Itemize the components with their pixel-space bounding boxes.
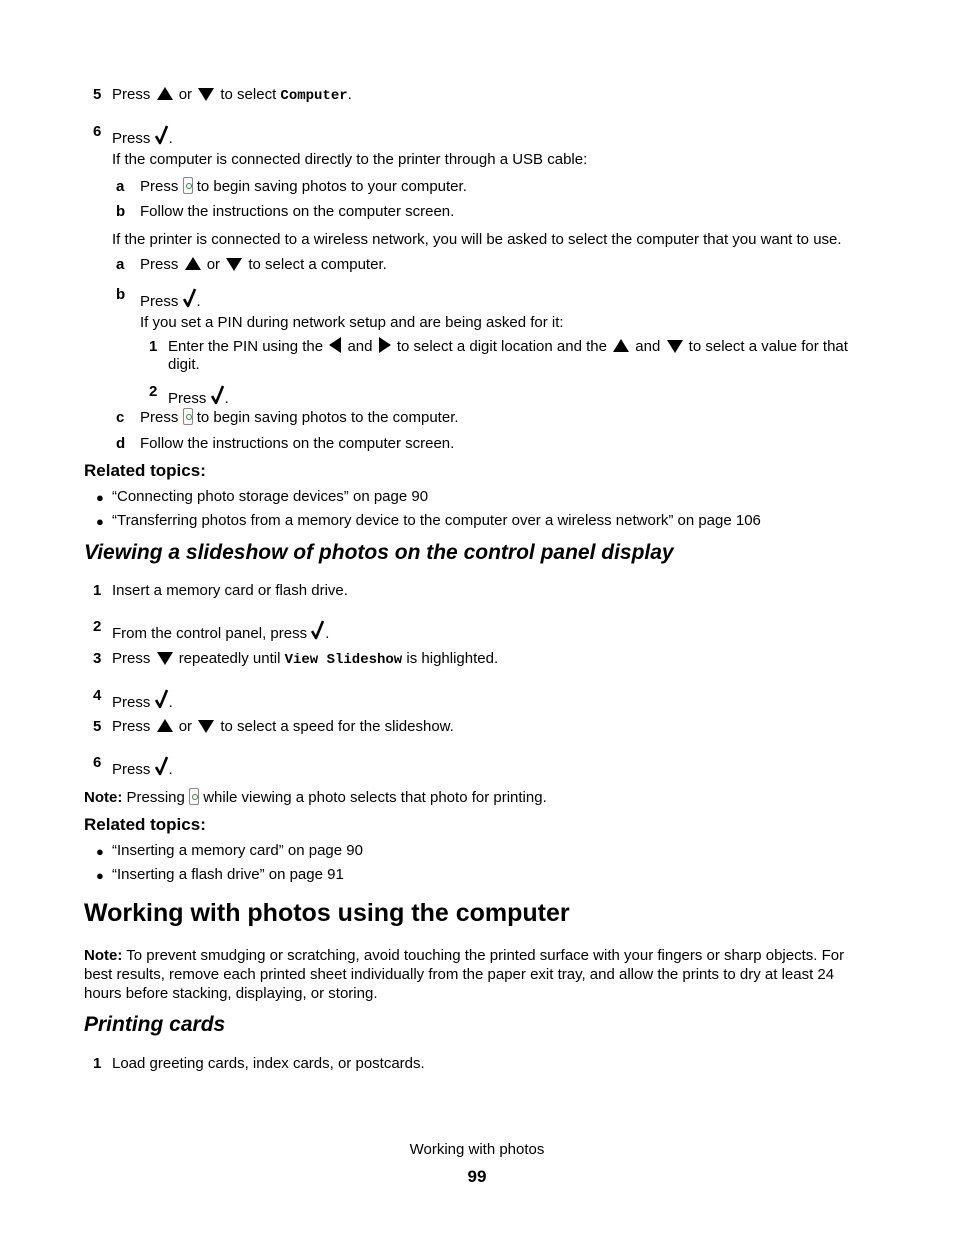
related-link[interactable]: “Inserting a memory card” on page 90 — [112, 842, 363, 859]
step-text: . — [168, 694, 173, 711]
slideshow-step-1: Insert a memory card or flash drive. — [112, 582, 348, 599]
slideshow-step-2 — [112, 618, 329, 643]
start-button-icon — [183, 177, 193, 194]
up-arrow-icon — [185, 257, 201, 270]
down-arrow-icon — [667, 340, 683, 353]
pin-2-text — [168, 383, 229, 408]
start-button-icon — [183, 408, 193, 425]
step-text: to select a computer. — [248, 256, 387, 273]
step-text: to select — [220, 86, 277, 103]
related-topics-heading: Related topics: — [84, 815, 206, 834]
pin-1-text — [168, 338, 848, 356]
step-text: . — [224, 390, 229, 407]
step-text: Press — [140, 409, 179, 426]
step-text: From the control panel, press — [112, 625, 308, 642]
wifi-b-text — [140, 286, 201, 311]
related-topics-heading: Related topics: — [84, 461, 206, 480]
step-text: to begin saving photos to your computer. — [196, 178, 467, 195]
pin-1-text-cont: digit. — [168, 356, 200, 373]
step-text: . — [196, 293, 201, 310]
step-text: Press — [168, 390, 207, 407]
substep-letter: a — [116, 256, 125, 273]
menu-option-code: Computer — [280, 88, 348, 104]
step-text: Press — [112, 130, 151, 147]
step-number: 4 — [93, 687, 102, 704]
slideshow-step-4 — [112, 687, 173, 712]
working-note-line2: best results, remove each printed sheet individually from the paper exit tray, and allow the prints to dry at least 24 — [84, 966, 835, 983]
wifi-d-text: Follow the instructions on the computer screen. — [140, 435, 455, 452]
bullet: ● — [96, 490, 104, 505]
usb-intro: If the computer is connected directly to the printer through a USB cable: — [112, 151, 588, 168]
substep-letter: a — [116, 178, 125, 195]
step-text: or — [206, 256, 221, 273]
related-link[interactable]: “Transferring photos from a memory device to the computer over a wireless network” on page 106 — [112, 512, 761, 529]
section-heading-printing-cards: Printing cards — [84, 1013, 226, 1036]
section-heading-working: Working with photos using the computer — [84, 899, 570, 927]
step-text: Press — [140, 256, 179, 273]
checkmark-icon — [311, 620, 325, 640]
down-arrow-icon — [226, 258, 242, 271]
step-number: 1 — [93, 1055, 102, 1072]
step-number: 6 — [93, 123, 102, 140]
step-text: or — [178, 718, 193, 735]
step-number: 1 — [93, 582, 102, 599]
step-number: 5 — [93, 86, 102, 103]
usb-b-text: Follow the instructions on the computer screen. — [140, 203, 455, 220]
usb-a-text — [140, 178, 467, 196]
checkmark-icon — [155, 756, 169, 776]
step-text: Press — [112, 650, 151, 667]
wifi-c-text — [140, 409, 459, 427]
pin-intro: If you set a PIN during network setup and are being asked for it: — [140, 314, 564, 331]
step-text: . — [168, 761, 173, 778]
wifi-intro: If the printer is connected to a wireless network, you will be asked to select the computer that you want to use. — [112, 231, 842, 248]
step-text: Press — [140, 293, 179, 310]
step-text: and — [347, 338, 373, 355]
step-6-text — [112, 123, 173, 148]
step-5-text — [112, 86, 352, 105]
bullet: ● — [96, 844, 104, 859]
working-note-line3: hours before stacking, displaying, or storing. — [84, 985, 378, 1002]
up-arrow-icon — [157, 87, 173, 100]
checkmark-icon — [211, 385, 225, 405]
step-text: repeatedly until — [178, 650, 281, 667]
page-number: 99 — [467, 1167, 487, 1186]
step-number: 2 — [93, 618, 102, 635]
note-label: Note: — [84, 789, 123, 806]
note-text: Pressing — [126, 789, 185, 806]
working-note-line1 — [84, 947, 844, 965]
step-text: to begin saving photos to the computer. — [196, 409, 459, 426]
step-text: . — [347, 86, 352, 103]
bullet: ● — [96, 868, 104, 883]
down-arrow-icon — [157, 652, 173, 665]
step-text: Press — [112, 694, 151, 711]
step-text: Press — [140, 178, 179, 195]
checkmark-icon — [183, 288, 197, 308]
down-arrow-icon — [198, 88, 214, 101]
step-number: 3 — [93, 650, 102, 667]
slideshow-step-6 — [112, 754, 173, 779]
step-number: 2 — [149, 383, 158, 400]
step-text: . — [168, 130, 173, 147]
substep-letter: b — [116, 203, 126, 220]
step-text: is highlighted. — [406, 650, 499, 667]
step-text: . — [325, 625, 330, 642]
wifi-a-text — [140, 256, 387, 274]
step-text: or — [178, 86, 193, 103]
section-heading-slideshow: Viewing a slideshow of photos on the control panel display — [84, 541, 674, 564]
substep-letter: b — [116, 286, 126, 303]
slideshow-step-5 — [112, 718, 454, 736]
cards-step-1: Load greeting cards, index cards, or postcards. — [112, 1055, 425, 1072]
step-number: 1 — [149, 338, 158, 355]
step-text: to select a digit location and the — [396, 338, 607, 355]
related-link[interactable]: “Connecting photo storage devices” on page 90 — [112, 488, 429, 505]
note-text: To prevent smudging or scratching, avoid touching the printed surface with your fingers or sharp objects. For — [126, 947, 845, 964]
step-text: to select a value for that — [688, 338, 848, 355]
up-arrow-icon — [157, 719, 173, 732]
step-number: 6 — [93, 754, 102, 771]
up-arrow-icon — [613, 339, 629, 352]
step-number: 5 — [93, 718, 102, 735]
left-arrow-icon — [329, 337, 341, 353]
substep-letter: d — [116, 435, 126, 452]
down-arrow-icon — [198, 720, 214, 733]
start-button-icon — [189, 788, 199, 805]
step-text: and — [635, 338, 661, 355]
note-text: while viewing a photo selects that photo for printing. — [203, 789, 547, 806]
step-text: to select a speed for the slideshow. — [220, 718, 454, 735]
checkmark-icon — [155, 689, 169, 709]
step-text: Press — [112, 718, 151, 735]
related-link[interactable]: “Inserting a flash drive” on page 91 — [112, 866, 344, 883]
note-label: Note: — [84, 947, 123, 964]
substep-letter: c — [116, 409, 125, 426]
checkmark-icon — [155, 125, 169, 145]
slideshow-note — [84, 789, 547, 807]
step-text: Press — [112, 86, 151, 103]
step-text: Press — [112, 761, 151, 778]
right-arrow-icon — [379, 337, 391, 353]
bullet: ● — [96, 514, 104, 529]
slideshow-step-3 — [112, 650, 498, 669]
footer-section-title: Working with photos — [409, 1141, 545, 1158]
menu-option-code: View Slideshow — [284, 652, 403, 668]
step-text: Enter the PIN using the — [168, 338, 324, 355]
